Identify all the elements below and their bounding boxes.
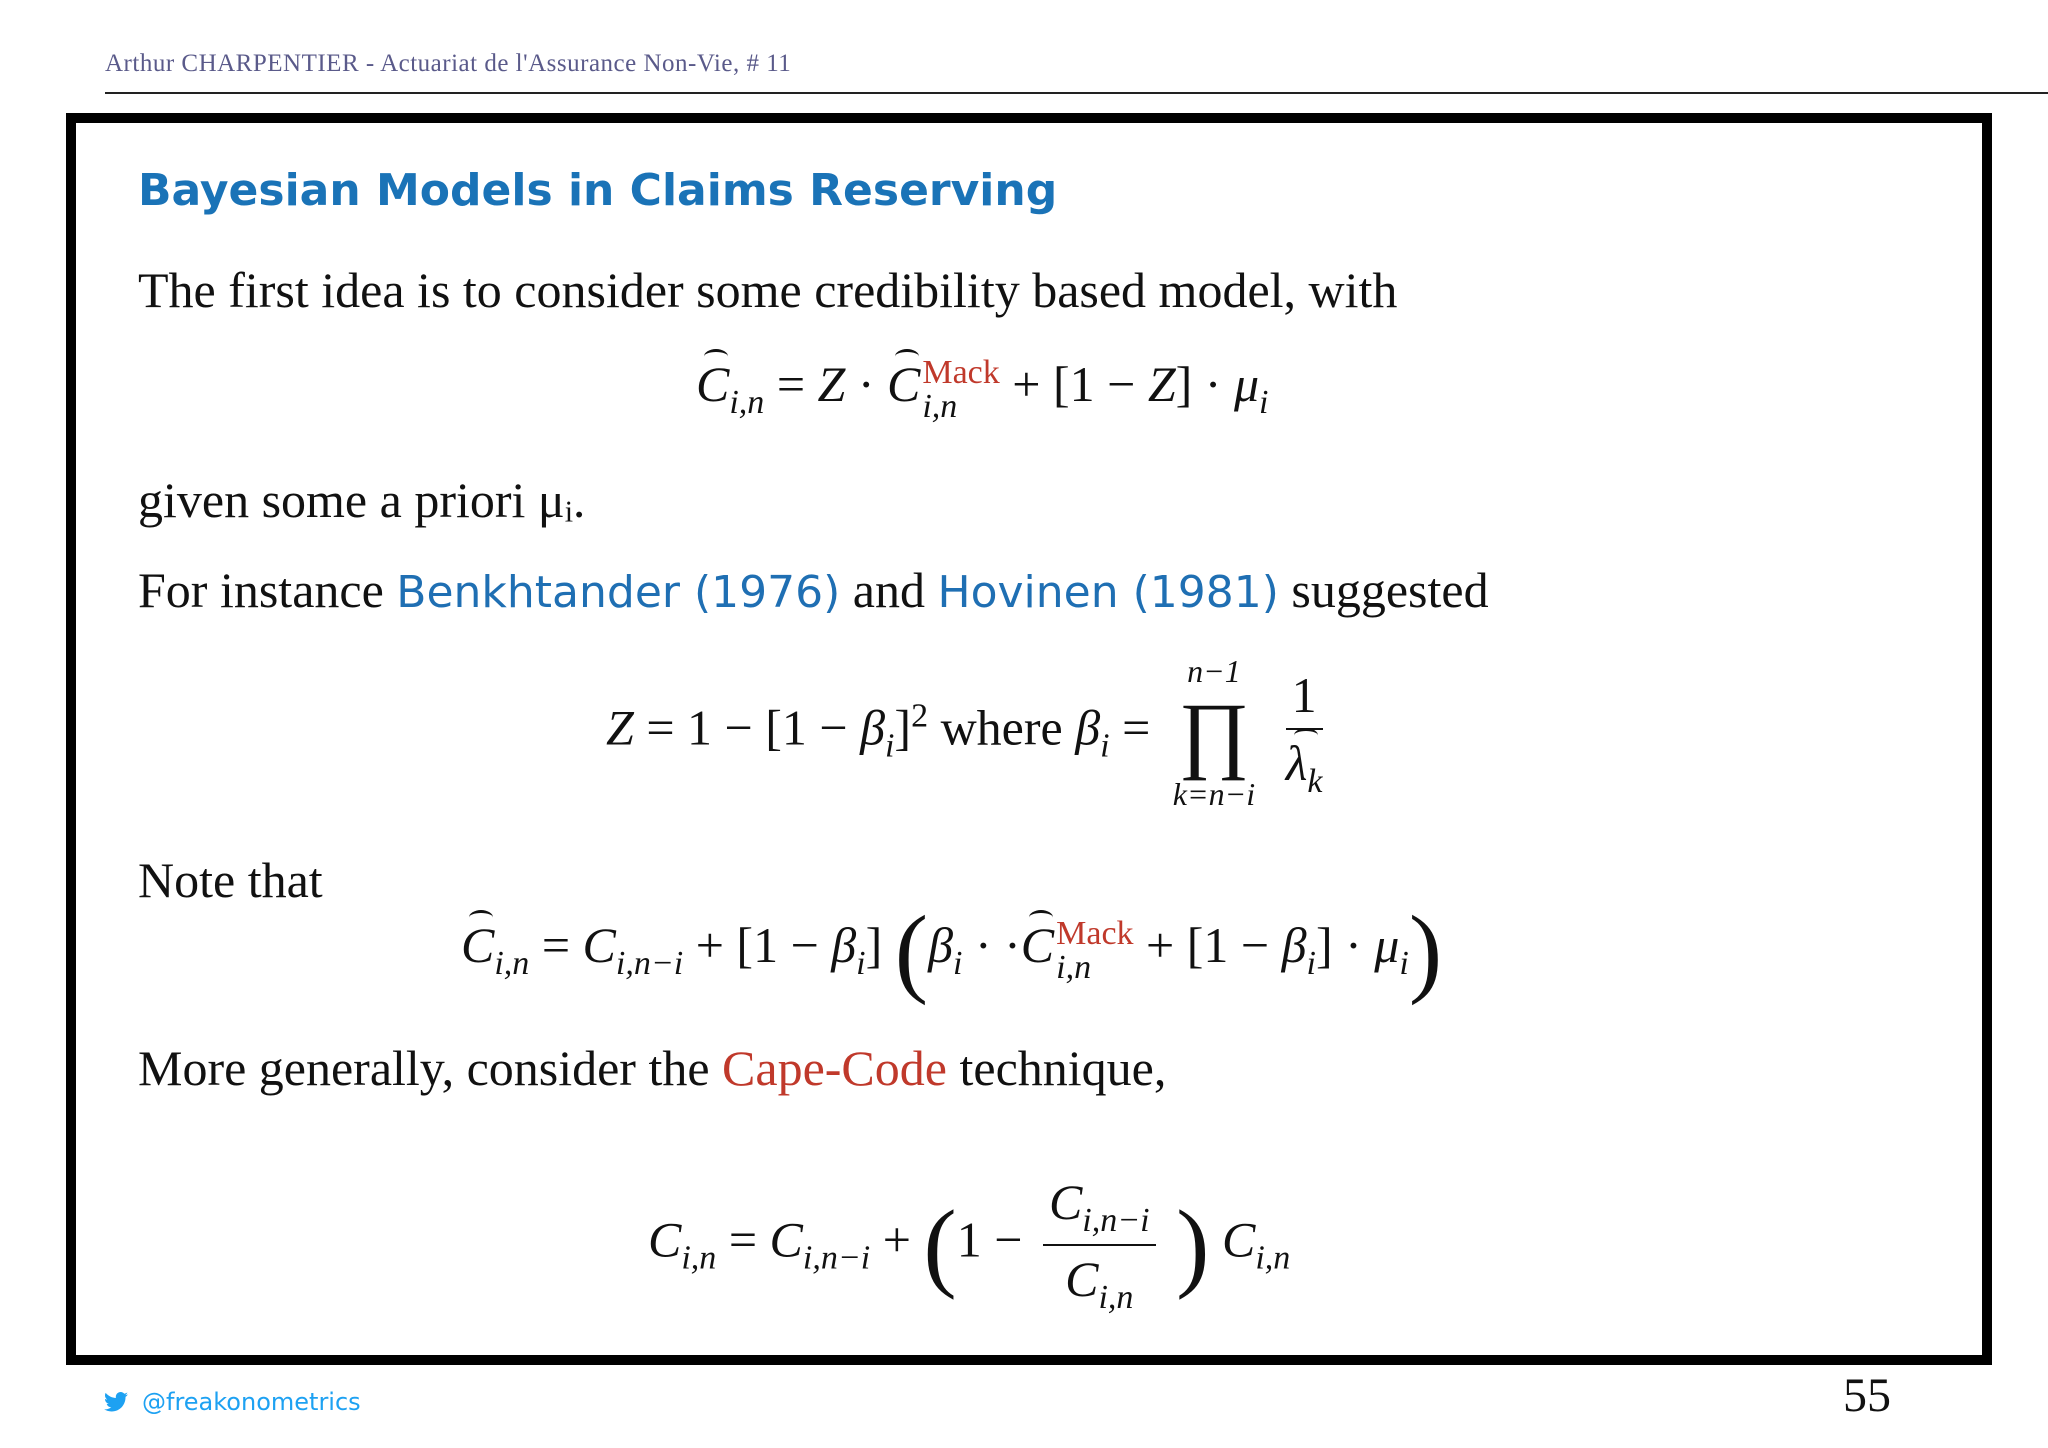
page-number: 55 xyxy=(1843,1369,1891,1422)
para4-prefix: More generally, consider the xyxy=(138,1040,723,1096)
paragraph-cape-code xyxy=(138,1039,1166,1097)
paragraph-for-instance xyxy=(138,561,1489,619)
equation-cape-code: $C_{i,n} = C_{i,n-i} + (1$ − $\frac{C_{i,n-i}}{C_{i,n}}$ ) $C_{i,n}$ xyxy=(648,1174,1291,1316)
link-cape-code[interactable]: Cape-Code xyxy=(722,1040,947,1096)
equation-note: $C_{i,n} = C_{i,n-i} + [1 - \beta_i] (\beta_i \cdot \cdot C$ Mack i,n + $[1 - \beta_i] \cdot \mu_i$) xyxy=(461,895,1443,1006)
equation-z: $Z = 1 - [1 - \beta_i]^2$ where $\beta_i$ = n−1 ∏ k=n−i $\frac{1}{\lambda_k}$ xyxy=(606,653,1323,812)
paragraph-credibility: The first idea is to consider some credibility based model, with xyxy=(138,262,1398,318)
twitter-bird-icon xyxy=(104,1392,128,1412)
slide-title: Bayesian Models in Claims Reserving xyxy=(138,165,1058,216)
mack-label-2: Mack xyxy=(1056,914,1134,952)
slide-frame xyxy=(66,113,1992,1365)
mack-label: Mack xyxy=(922,353,1000,391)
footer-handle[interactable] xyxy=(104,1388,361,1416)
slide-content xyxy=(76,123,1982,1355)
paragraph-note: Note that xyxy=(138,852,323,908)
twitter-handle: @freakonometrics xyxy=(142,1388,361,1416)
para3-mid: and xyxy=(840,562,938,618)
para4-suffix: technique, xyxy=(946,1040,1167,1096)
para3-suffix: suggested xyxy=(1278,562,1489,618)
para3-prefix: For instance xyxy=(138,562,397,618)
link-hovinen[interactable]: Hovinen (1981) xyxy=(937,567,1279,618)
header-rule xyxy=(105,92,2048,94)
paragraph-apriori: given some a priori μᵢ. xyxy=(138,472,586,528)
link-benkhtander[interactable]: Benkhtander (1976) xyxy=(396,567,841,618)
equation-credibility: $C_{i,n} = Z \cdot C$ Mack i,n + $[1 - Z] \cdot \mu_i$ xyxy=(696,353,1269,425)
header-text: Arthur CHARPENTIER - Actuariat de l'Assurance Non-Vie, # 11 xyxy=(105,50,792,77)
